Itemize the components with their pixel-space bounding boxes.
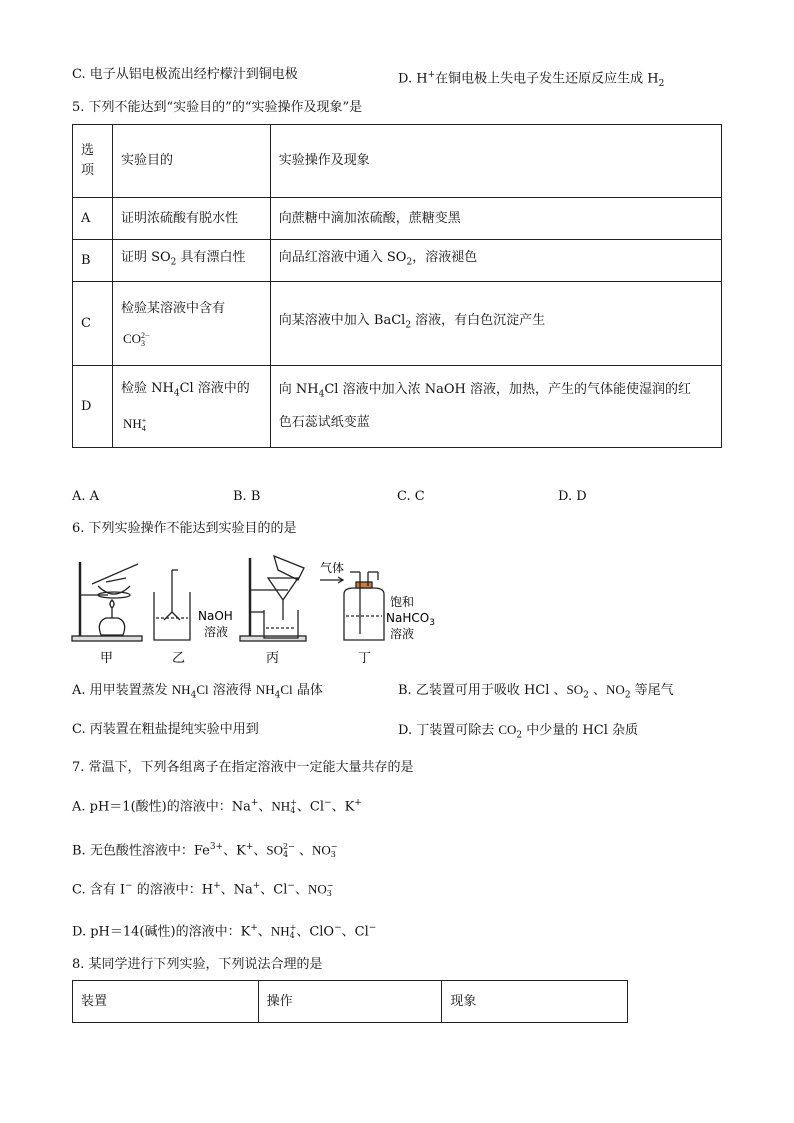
row-label: C [73, 282, 113, 366]
row-purpose: 检验某溶液中含有 CO 2− 3 [112, 282, 270, 366]
q8-stem: 8. 某同学进行下列实验，下列说法合理的是 [72, 957, 323, 972]
carbonate-ion: CO 2− 3 [122, 330, 150, 348]
label-yi: 乙 [172, 651, 186, 666]
table-row [73, 366, 722, 448]
solution-label: 溶液 [390, 627, 415, 641]
q7-option-c: C. 含有 I− 的溶液中：H+、Na+、Cl−、NO − 3 [72, 880, 334, 898]
row-operation: 向蔗糖中滴加浓硫酸，蔗糖变黑 [270, 198, 721, 240]
q5-table [72, 124, 722, 448]
gas-label: 气体 [320, 561, 345, 575]
q5-option-c: C. C [397, 489, 425, 504]
q4-option-d: D. H+在铜电极上失电子发生还原反应生成 $H_2$ [398, 70, 665, 89]
naoh-label: NaOH [198, 609, 233, 623]
row-purpose: 证明浓硫酸有脱水性 [112, 198, 270, 240]
header-operation: 实验操作及现象 [270, 125, 721, 198]
label-jia: 甲 [100, 651, 114, 666]
q7-option-a: A. pH＝1(酸性)的溶液中：Na+、NH + 4 、Cl−、K+ [72, 797, 362, 815]
header-purpose: 实验目的 [112, 125, 270, 198]
row-purpose: 检验 $NH_4Cl$ 溶液中的 NH + 4 [112, 366, 270, 448]
gas-washing-bottle-icon [320, 572, 384, 640]
q6-apparatus-figure [68, 550, 448, 668]
row-purpose: 证明 $SO_2$ 具有漂白性 [112, 240, 270, 282]
row-operation: 向某溶液中加入 BaCl$_2$ 溶液，有白色沉淀产生 [270, 282, 721, 366]
q6-stem: 6. 下列实验操作不能达到实验目的的是 [72, 521, 297, 536]
header-phenomenon: 现象 [442, 981, 628, 1023]
table-row [73, 282, 722, 366]
row-label: B [73, 240, 113, 282]
table-header-row [73, 125, 722, 198]
row-operation: 向 $NH_4Cl$ 溶液中加入浓 NaOH 溶液，加热，产生的气体能使湿润的红 色石蕊试纸变蓝 [270, 366, 721, 448]
absorption-beaker-icon [154, 570, 190, 640]
label-bing: 丙 [266, 651, 280, 666]
q7-option-d: D. pH＝14(碱性)的溶液中：K+、NH + 4 、ClO−、Cl− [72, 922, 377, 940]
row-operation: 向品红溶液中通入 $SO_2$，溶液褪色 [270, 240, 721, 282]
nahco3-label: NaHCO$_3$ [386, 611, 435, 628]
q8-table [72, 980, 628, 1023]
table-header-row [73, 981, 628, 1023]
q5-option-b: B. B [233, 489, 261, 504]
q5-option-a: A. A [72, 489, 100, 504]
q6-option-d: D. 丁装置可除去 $CO_2$ 中少量的 HCl 杂质 [398, 722, 638, 741]
evaporation-setup-icon [72, 562, 142, 641]
q6-option-c: C. 丙装置在粗盐提纯实验中用到 [72, 722, 259, 737]
naoh-label-line2: 溶液 [204, 625, 229, 639]
q6-option-a: A. 用甲装置蒸发 $NH_4Cl$ 溶液得 $NH_4Cl$ 晶体 [72, 682, 323, 701]
row-label: D [73, 366, 113, 448]
table-row [73, 240, 722, 282]
ammonium-ion: NH + 4 [122, 415, 147, 433]
q7-stem: 7. 常温下，下列各组离子在指定溶液中一定能大量共存的是 [72, 760, 414, 775]
label-ding: 丁 [358, 651, 372, 666]
filtration-setup-icon [240, 556, 306, 641]
q5-stem: 5. 下列不能达到“实验目的”的“实验操作及现象”是 [72, 100, 363, 115]
q4-option-c: C. 电子从铝电极流出经柠檬汁到铜电极 [72, 67, 298, 82]
row-label: A [73, 198, 113, 240]
header-apparatus: 装置 [73, 981, 259, 1023]
saturated-label: 饱和 [390, 595, 415, 609]
q5-option-d: D. D [558, 489, 587, 504]
header-option: 选项 [73, 125, 113, 198]
q6-option-b: B. 乙装置可用于吸收 HCl 、$SO_2$ 、$NO_2$ 等尾气 [398, 682, 674, 701]
header-operation: 操作 [258, 981, 442, 1023]
q7-option-b: B. 无色酸性溶液中：$Fe^{3+}$、K+、SO 2− 4 、NO − 3 [72, 841, 338, 859]
table-row [73, 198, 722, 240]
